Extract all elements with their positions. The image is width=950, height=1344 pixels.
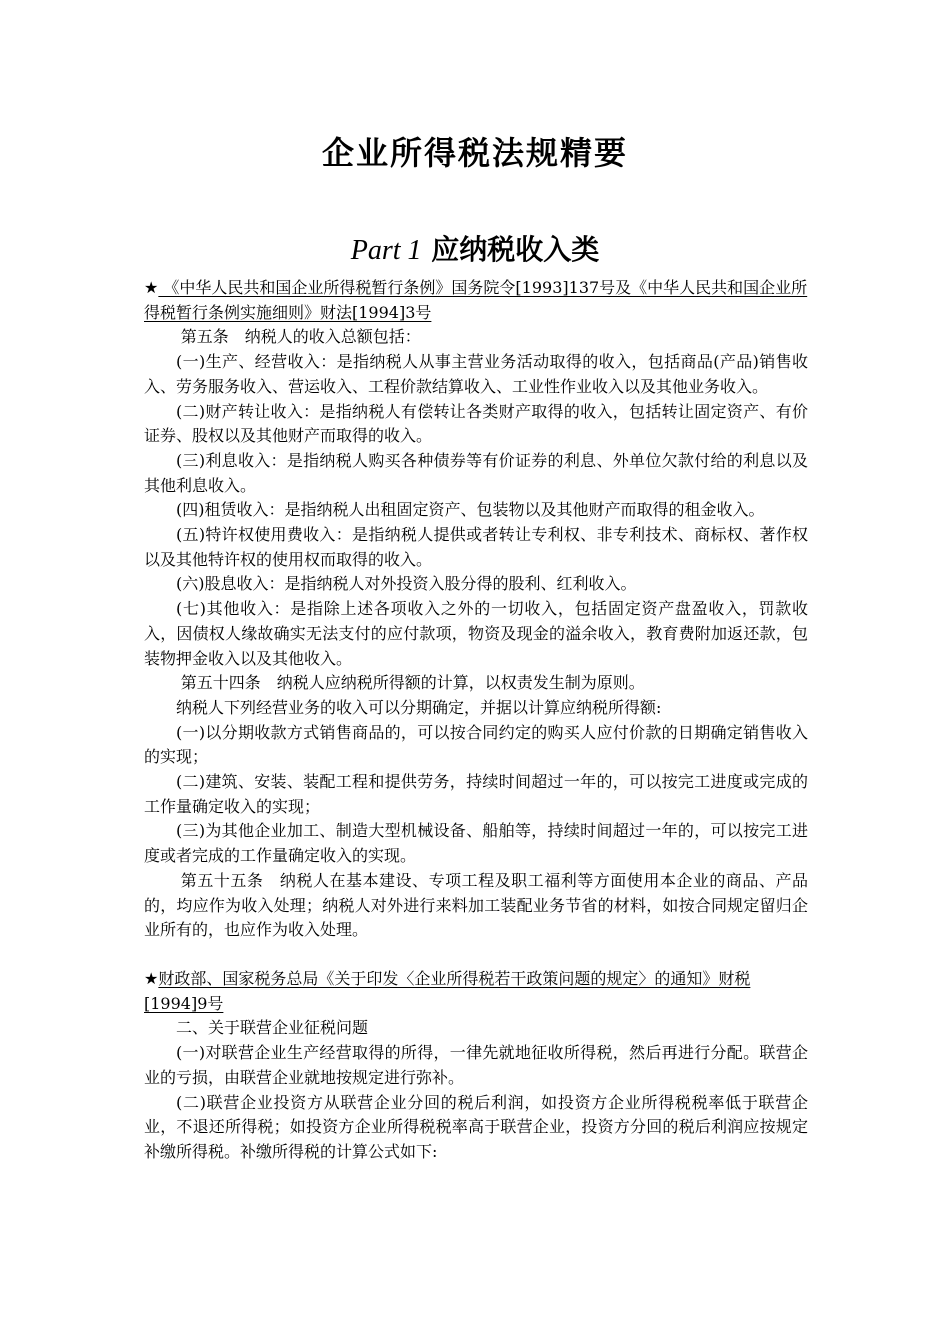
star-icon: ★ bbox=[144, 968, 159, 988]
paragraph: (三)利息收入：是指纳税人购买各种债券等有价证券的利息、外单位欠款付给的利息以及其他利息收入。 bbox=[144, 450, 808, 495]
paragraph: (一)以分期收款方式销售商品的，可以按合同约定的购买人应付价款的日期确定销售收入的实现； bbox=[144, 722, 808, 767]
part-heading bbox=[0, 228, 950, 268]
paragraph: 第五十五条 纳税人在基本建设、专项工程及职工福利等方面使用本企业的商品、产品的，均应作为收入处理；纳税人对外进行来料加工装配业务节省的材料，如按合同规定留归企业所有的，也应作为收入处理。 bbox=[144, 870, 808, 940]
paragraph: (二)财产转让收入：是指纳税人有偿转让各类财产取得的收入，包括转让固定资产、有价证券、股权以及其他财产而取得的收入。 bbox=[144, 401, 808, 446]
paragraph: 第五条 纳税人的收入总额包括： bbox=[180, 327, 421, 347]
document-body bbox=[144, 276, 808, 1165]
paragraph: 二、关于联营企业征税问题 bbox=[176, 1018, 369, 1038]
paragraph: (七)其他收入：是指除上述各项收入之外的一切收入，包括固定资产盘盈收入，罚款收入，因债权人缘故确实无法支付的应付款项，物资及现金的溢余收入，教育费附加返还款，包装物押金收入以及其他收入。 bbox=[144, 599, 808, 668]
paragraph: (一)对联营企业生产经营取得的所得，一律先就地征收所得税，然后再进行分配。联营企业的亏损，由联营企业就地按规定进行弥补。 bbox=[144, 1043, 808, 1087]
paragraph: (二)联营企业投资方从联营企业分回的税后利润，如投资方企业所得税税率低于联营企业，不退还所得税；如投资方企业所得税税率高于联营企业，投资方分回的税后利润应按规定补缴所得税。补缴所得税的计算公式如下: bbox=[144, 1092, 808, 1161]
paragraph: (六)股息收入：是指纳税人对外投资入股分得的股利、红利收入。 bbox=[176, 574, 637, 594]
paragraph: 第五十四条 纳税人应纳税所得额的计算，以权责发生制为原则。 bbox=[180, 673, 645, 693]
document-title: 企业所得税法规精要 bbox=[321, 134, 628, 172]
star-icon: ★ bbox=[144, 278, 159, 297]
part-name: 应纳税收入类 bbox=[431, 233, 600, 266]
paragraph: (一)生产、经营收入：是指纳税人从事主营业务活动取得的收入，包括商品(产品)销售收入、劳务服务收入、营运收入、工程价款结算收入、工业性作业收入以及其他业务收入。 bbox=[144, 352, 808, 396]
part-number: Part 1 bbox=[350, 235, 422, 266]
source-citation-1: ★ 《中华人民共和国企业所得税暂行条例》国务院令[1993]137号及《中华人民共和国企业所得税暂行条例实施细则》财法[1994]3号 bbox=[144, 278, 808, 322]
source-citation-2: ★财政部、国家税务总局《关于印发〈企业所得税若干政策问题的规定〉的通知》财税[1994]9号 bbox=[144, 968, 751, 1013]
paragraph: (三)为其他企业加工、制造大型机械设备、船舶等，持续时间超过一年的，可以按完工进度或者完成的工作量确定收入的实现。 bbox=[144, 821, 808, 866]
paragraph: (四)租赁收入：是指纳税人出租固定资产、包装物以及其他财产而取得的租金收入。 bbox=[176, 500, 765, 520]
paragraph: 纳税人下列经营业务的收入可以分期确定，并据以计算应纳税所得额: bbox=[176, 697, 662, 717]
paragraph: (五)特许权使用费收入：是指纳税人提供或者转让专利权、非专利技术、商标权、著作权以及其他特许权的使用权而取得的收入。 bbox=[144, 525, 808, 569]
paragraph: (二)建筑、安装、装配工程和提供劳务，持续时间超过一年的，可以按完工进度或完成的工作量确定收入的实现； bbox=[144, 772, 808, 816]
spacer bbox=[144, 943, 808, 967]
